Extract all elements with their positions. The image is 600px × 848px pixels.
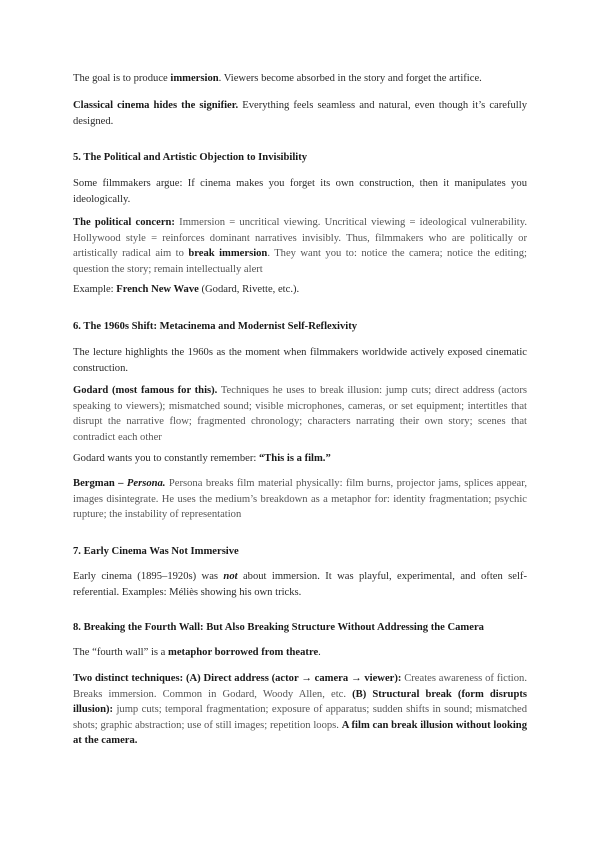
paragraph-fourth-wall: The “fourth wall” is a metaphor borrowed from theatre. xyxy=(73,647,321,658)
paragraph-this-is-a-film: Godard wants you to constantly remember: “This is a film.” xyxy=(73,453,331,464)
paragraph-godard: Godard (most famous for this). Techniques he uses to break illusion: jump cuts; direct address (actors speaking to viewers); mismatched sound; visible microphones, cameras, or set equipment; intertitles that disrupt the narrative flow; fragmented chronology; characters narrating their own story; scenes that contradict each other xyxy=(73,385,528,443)
paragraph-bergman-persona: Bergman – Persona. Persona breaks film material physically: film burns, projector jams, splices appear, images disintegrate. He uses the medium’s breakdown as a metaphor for: identity fragmentation; psychic rupture; the instability of representation xyxy=(73,478,527,520)
section-heading-5: 5. The Political and Artistic Objection to Invisibility xyxy=(73,152,308,163)
section-heading-8: 8. Breaking the Fourth Wall: But Also Breaking Structure Without Addressing the Camera xyxy=(73,622,484,633)
paragraph-classical-cinema: Classical cinema hides the signifier. Everything feels seamless and natural, even though it’s carefully designed. xyxy=(73,100,527,127)
section-heading-6: 6. The 1960s Shift: Metacinema and Modernist Self-Reflexivity xyxy=(73,321,358,332)
paragraph-two-techniques: Two distinct techniques: (A) Direct address (actor → camera → viewer): Creates awareness of fiction. Breaks immersion. Common in Godard, Woody Allen, etc. (B) Structural break (form disrupts illusion): jump cuts; temporal fragmentation; exposure of apparatus; sudden shifts in sound; mismatched shots; graphic abstraction; use of still images; repetition loops. A film can break illusion without looking at the camera. xyxy=(73,673,527,746)
paragraph-1960s: The lecture highlights the 1960s as the moment when filmmakers worldwide actively exposed cinematic construction. xyxy=(73,347,527,374)
section-heading-7: 7. Early Cinema Was Not Immersive xyxy=(73,546,239,557)
paragraph-political-concern: The political concern: Immersion = uncritical viewing. Uncritical viewing = ideological vulnerability. Hollywood style = reinforces dominant narratives invisibly. Thus, filmmakers who are politically or artistically radical aim to break immersion. They want you to: notice the camera; notice the editing; question the story; remain intellectually alert xyxy=(73,217,527,275)
paragraph-goal: The goal is to produce immersion. Viewers become absorbed in the story and forget the artifice. xyxy=(73,73,482,84)
paragraph-early-cinema: Early cinema (1895–1920s) was not about immersion. It was playful, experimental, and often self-referential. Examples: Méliès showing his own tricks. xyxy=(73,571,527,598)
paragraph-example-new-wave: Example: French New Wave (Godard, Rivette, etc.). xyxy=(73,284,300,295)
paragraph-filmmakers-argue: Some filmmakers argue: If cinema makes you forget its own construction, then it manipulates you ideologically. xyxy=(73,178,527,205)
